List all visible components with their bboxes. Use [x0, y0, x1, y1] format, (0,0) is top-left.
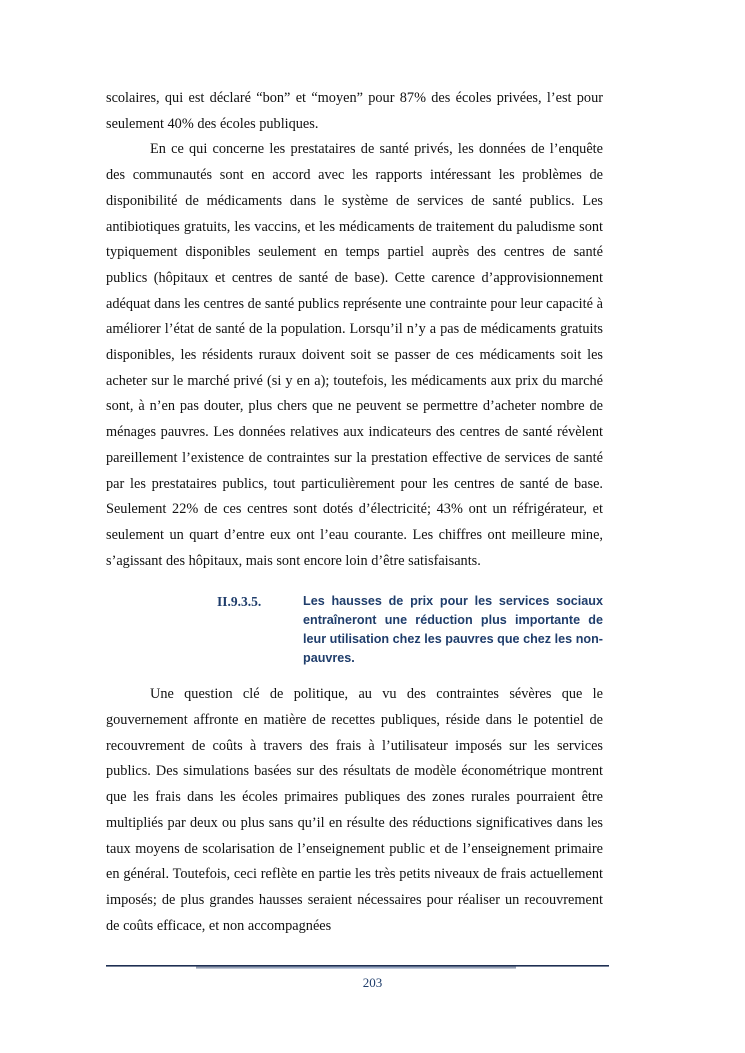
- page-body: [106, 86, 603, 939]
- paragraph-3: Une question clé de politique, au vu des contraintes sévères que le gouvernement affronte en matière de recettes publiques, réside dans le potentiel de recouvrement de coûts à travers des frais à l’utilisateur imposés sur les services publics. Des simulations basées sur des résultats de modèle économétrique montrent que les frais dans les écoles primaires publiques des zones rurales pourraient être multipliés par deux ou plus sans qu’il en résulte des réductions significatives dans les taux moyens de scolarisation de l’enseignement public et de l’enseignement primaire en général. Toutefois, ceci reflète en partie les très petits niveaux de frais actuellement imposés; de plus grandes hausses seraient nécessaires pour réaliser un recouvrement de coûts efficace, et non accompagnées: [106, 686, 603, 934]
- section-title: Les hausses de prix pour les services sociaux entraîneront une réduction plus importante de leur utilisation chez les pauvres que chez les non-pauvres.: [303, 594, 603, 666]
- paragraph-2: En ce qui concerne les prestataires de santé privés, les données de l’enquête des communautés sont en accord avec les rapports intéressant les problèmes de disponibilité de médicaments dans le système de services de santé publics. Les antibiotiques gratuits, les vaccins, et les médicaments de traitement du paludisme sont typiquement disponibles seulement en temps partiel auprès des centres de santé publics (hôpitaux et centres de santé de base). Cette carence d’approvisionnement adéquat dans les centres de santé publics représente une contrainte pour leur capacité à améliorer l’état de santé de la population. Lorsqu’il n’y a pas de médicaments gratuits disponibles, les résidents ruraux doivent soit se passer de ces médicaments soit les acheter sur le marché privé (si y en a); toutefois, les médicaments aux prix du marché sont, à n’en pas douter, plus chers que ne peuvent se permettre d’acheter nombre de ménages pauvres. Les données relatives aux indicateurs des centres de santé révèlent pareillement l’existence de contraintes sur la prestation effective de services de santé par les prestataires publics, tout particulièrement pour les centres de santé de base. Seulement 22% de ces centres sont dotés d’électricité; 43% ont un réfrigérateur, et seulement un quart d’entre eux ont l’eau courante. Les chiffres ont meilleure mine, s’agissant des hôpitaux, mais sont encore loin d’être satisfaisants.: [106, 141, 603, 569]
- section-heading: [106, 592, 603, 668]
- paragraph-1: scolaires, qui est déclaré “bon” et “moyen” pour 87% des écoles privées, l’est pour seulement 40% des écoles publiques.: [106, 90, 603, 132]
- footer-rule: [106, 965, 609, 969]
- page-number: 203: [362, 975, 383, 990]
- section-number: II.9.3.5.: [217, 594, 262, 610]
